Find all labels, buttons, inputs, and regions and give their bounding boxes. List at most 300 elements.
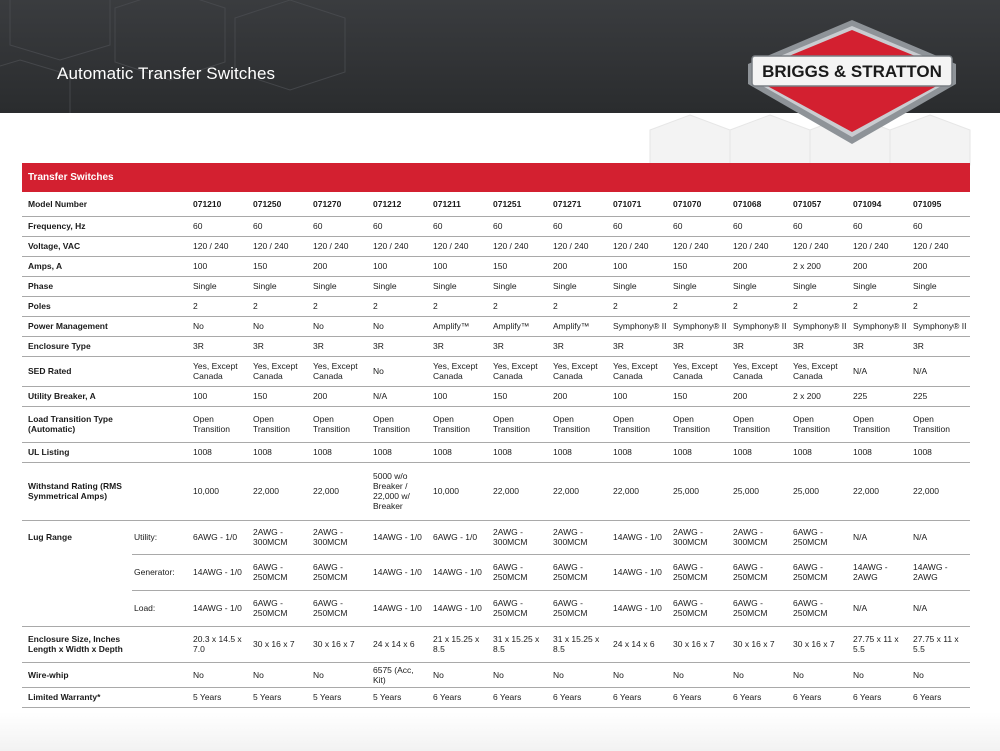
row-sublabel: [132, 626, 190, 662]
table-cell: 30 x 16 x 7: [250, 626, 310, 662]
table-cell: 1008: [610, 442, 670, 462]
table-cell: 200: [550, 386, 610, 406]
table-cell: No: [910, 662, 970, 687]
table-cell: 14AWG - 1/0: [190, 590, 250, 626]
table-cell: 071212: [370, 192, 430, 216]
table-row: [22, 442, 970, 462]
table-cell: 1008: [430, 442, 490, 462]
table-cell: 6 Years: [430, 687, 490, 707]
table-cell: 3R: [190, 336, 250, 356]
table-cell: 2: [730, 296, 790, 316]
table-cell: Amplify™: [550, 316, 610, 336]
table-cell: 2 x 200: [790, 256, 850, 276]
table-cell: 2: [790, 296, 850, 316]
table-cell: 30 x 16 x 7: [730, 626, 790, 662]
row-label: Limited Warranty*: [22, 687, 132, 707]
table-cell: 120 / 240: [370, 236, 430, 256]
table-cell: Open Transition: [370, 406, 430, 442]
table-cell: 3R: [670, 336, 730, 356]
table-cell: 200: [850, 256, 910, 276]
table-cell: 3R: [850, 336, 910, 356]
table-cell: 10,000: [430, 462, 490, 520]
table-cell: 31 x 15.25 x 8.5: [490, 626, 550, 662]
table-cell: 120 / 240: [730, 236, 790, 256]
table-cell: 1008: [550, 442, 610, 462]
table-cell: 24 x 14 x 6: [370, 626, 430, 662]
table-cell: 150: [670, 256, 730, 276]
table-cell: 3R: [550, 336, 610, 356]
table-cell: 2: [550, 296, 610, 316]
table-cell: 071251: [490, 192, 550, 216]
table-cell: 27.75 x 11 x 5.5: [910, 626, 970, 662]
table-cell: 60: [190, 216, 250, 236]
table-cell: 6AWG - 250MCM: [790, 554, 850, 590]
row-sublabel: Generator:: [132, 554, 190, 590]
table-cell: 10,000: [190, 462, 250, 520]
row-sublabel: [132, 662, 190, 687]
table-cell: 071271: [550, 192, 610, 216]
table-cell: 20.3 x 14.5 x 7.0: [190, 626, 250, 662]
table-cell: 6 Years: [790, 687, 850, 707]
table-cell: 21 x 15.25 x 8.5: [430, 626, 490, 662]
table-cell: No: [310, 316, 370, 336]
table-cell: 2AWG - 300MCM: [490, 520, 550, 554]
table-cell: 60: [250, 216, 310, 236]
table-cell: 25,000: [790, 462, 850, 520]
table-cell: No: [370, 316, 430, 336]
table-cell: 22,000: [490, 462, 550, 520]
table-cell: N/A: [910, 590, 970, 626]
table-cell: Single: [730, 276, 790, 296]
row-sublabel: [132, 687, 190, 707]
table-cell: 3R: [430, 336, 490, 356]
row-label: Frequency, Hz: [22, 216, 132, 236]
table-row: [22, 462, 970, 520]
table-cell: Open Transition: [910, 406, 970, 442]
table-cell: 071068: [730, 192, 790, 216]
table-cell: 60: [370, 216, 430, 236]
table-cell: 22,000: [250, 462, 310, 520]
table-cell: 14AWG - 1/0: [610, 554, 670, 590]
table-cell: 100: [370, 256, 430, 276]
table-cell: 60: [730, 216, 790, 236]
row-label: Withstand Rating (RMS Symmetrical Amps): [22, 462, 132, 520]
table-cell: 2: [490, 296, 550, 316]
table-cell: Symphony® II: [850, 316, 910, 336]
table-cell: 3R: [310, 336, 370, 356]
table-row: [22, 192, 970, 216]
table-cell: 1008: [670, 442, 730, 462]
table-cell: 2AWG - 300MCM: [250, 520, 310, 554]
table-cell: Symphony® II: [670, 316, 730, 336]
table-cell: 6AWG - 250MCM: [790, 590, 850, 626]
table-cell: Single: [250, 276, 310, 296]
table-row: [22, 520, 970, 554]
table-cell: 6AWG - 250MCM: [790, 520, 850, 554]
table-cell: Open Transition: [850, 406, 910, 442]
table-cell: Yes, Except Canada: [610, 356, 670, 386]
table-row: [22, 554, 970, 590]
table-cell: 6AWG - 250MCM: [250, 554, 310, 590]
table-cell: 14AWG - 1/0: [610, 520, 670, 554]
table-cell: 6 Years: [550, 687, 610, 707]
table-cell: N/A: [850, 590, 910, 626]
row-label: SED Rated: [22, 356, 132, 386]
table-cell: 150: [670, 386, 730, 406]
table-cell: 14AWG - 1/0: [610, 590, 670, 626]
row-label: UL Listing: [22, 442, 132, 462]
table-cell: Symphony® II: [910, 316, 970, 336]
table-cell: 2: [190, 296, 250, 316]
section-title: Transfer Switches: [22, 163, 970, 192]
table-cell: 120 / 240: [670, 236, 730, 256]
table-cell: 25,000: [730, 462, 790, 520]
table-cell: 27.75 x 11 x 5.5: [850, 626, 910, 662]
table-cell: No: [670, 662, 730, 687]
table-cell: Single: [670, 276, 730, 296]
table-cell: 22,000: [910, 462, 970, 520]
table-row: [22, 236, 970, 256]
table-cell: 2: [670, 296, 730, 316]
table-cell: 1008: [250, 442, 310, 462]
table-cell: 2AWG - 300MCM: [730, 520, 790, 554]
table-cell: No: [370, 356, 430, 386]
table-cell: 120 / 240: [790, 236, 850, 256]
table-cell: 2: [910, 296, 970, 316]
table-cell: 3R: [490, 336, 550, 356]
table-cell: N/A: [850, 356, 910, 386]
table-cell: Yes, Except Canada: [550, 356, 610, 386]
table-cell: 60: [490, 216, 550, 236]
table-cell: 1008: [790, 442, 850, 462]
table-cell: 22,000: [310, 462, 370, 520]
table-row: [22, 256, 970, 276]
table-cell: 30 x 16 x 7: [790, 626, 850, 662]
table-cell: 60: [610, 216, 670, 236]
table-cell: Open Transition: [790, 406, 850, 442]
table-cell: 071250: [250, 192, 310, 216]
table-cell: N/A: [370, 386, 430, 406]
table-cell: 6 Years: [730, 687, 790, 707]
row-sublabel: [132, 276, 190, 296]
table-row: [22, 386, 970, 406]
row-sublabel: Utility:: [132, 520, 190, 554]
table-cell: 071211: [430, 192, 490, 216]
footer-shade: [0, 712, 1000, 751]
row-sublabel: [132, 442, 190, 462]
table-cell: 1008: [490, 442, 550, 462]
table-cell: N/A: [910, 520, 970, 554]
row-sublabel: [132, 406, 190, 442]
table-row: [22, 316, 970, 336]
table-cell: 60: [430, 216, 490, 236]
row-sublabel: [132, 386, 190, 406]
table-cell: 14AWG - 1/0: [370, 520, 430, 554]
table-cell: 6AWG - 250MCM: [250, 590, 310, 626]
table-cell: Yes, Except Canada: [730, 356, 790, 386]
table-row: [22, 590, 970, 626]
table-cell: Symphony® II: [610, 316, 670, 336]
table-cell: Symphony® II: [730, 316, 790, 336]
table-cell: 120 / 240: [190, 236, 250, 256]
table-cell: 6AWG - 250MCM: [730, 590, 790, 626]
row-label: Enclosure Type: [22, 336, 132, 356]
table-cell: 6AWG - 250MCM: [730, 554, 790, 590]
table-cell: 100: [190, 256, 250, 276]
table-cell: 31 x 15.25 x 8.5: [550, 626, 610, 662]
table-cell: 3R: [370, 336, 430, 356]
table-cell: 14AWG - 1/0: [430, 590, 490, 626]
table-cell: 22,000: [610, 462, 670, 520]
row-sublabel: [132, 192, 190, 216]
table-cell: 6AWG - 1/0: [190, 520, 250, 554]
table-cell: 120 / 240: [490, 236, 550, 256]
table-cell: Open Transition: [610, 406, 670, 442]
spec-table: [22, 192, 970, 708]
table-cell: Single: [610, 276, 670, 296]
table-cell: 100: [610, 256, 670, 276]
table-cell: Single: [310, 276, 370, 296]
table-cell: 200: [730, 256, 790, 276]
row-label: Voltage, VAC: [22, 236, 132, 256]
table-cell: 1008: [730, 442, 790, 462]
table-cell: 120 / 240: [850, 236, 910, 256]
table-cell: 14AWG - 1/0: [370, 554, 430, 590]
row-sublabel: [132, 216, 190, 236]
table-cell: Yes, Except Canada: [310, 356, 370, 386]
table-cell: Open Transition: [310, 406, 370, 442]
row-label: Lug Range: [28, 532, 72, 543]
table-cell: Symphony® II: [790, 316, 850, 336]
row-sublabel: Load:: [132, 590, 190, 626]
table-cell: 24 x 14 x 6: [610, 626, 670, 662]
table-row: [22, 296, 970, 316]
table-row: [22, 406, 970, 442]
row-label: Enclosure Size, Inches Length x Width x Depth: [22, 626, 132, 662]
table-cell: 30 x 16 x 7: [670, 626, 730, 662]
table-cell: 120 / 240: [610, 236, 670, 256]
table-cell: 6 Years: [910, 687, 970, 707]
table-cell: 225: [910, 386, 970, 406]
row-label: Power Management: [22, 316, 132, 336]
row-label: [22, 590, 132, 626]
table-row: [22, 626, 970, 662]
table-cell: 60: [670, 216, 730, 236]
table-cell: 14AWG - 1/0: [370, 590, 430, 626]
table-row: [22, 276, 970, 296]
table-cell: 14AWG - 1/0: [190, 554, 250, 590]
table-cell: 2: [850, 296, 910, 316]
table-cell: 6 Years: [490, 687, 550, 707]
row-label: Poles: [22, 296, 132, 316]
table-cell: Single: [850, 276, 910, 296]
table-cell: 5 Years: [370, 687, 430, 707]
table-cell: 6 Years: [670, 687, 730, 707]
table-cell: 150: [250, 256, 310, 276]
table-row: [22, 216, 970, 236]
table-cell: 100: [430, 386, 490, 406]
transfer-switch-table: [22, 163, 970, 708]
table-cell: 14AWG - 2AWG: [910, 554, 970, 590]
table-cell: Open Transition: [190, 406, 250, 442]
table-cell: No: [550, 662, 610, 687]
table-cell: 1008: [850, 442, 910, 462]
table-cell: 2: [370, 296, 430, 316]
table-cell: Yes, Except Canada: [490, 356, 550, 386]
table-cell: 3R: [250, 336, 310, 356]
table-cell: Single: [190, 276, 250, 296]
row-label: Load Transition Type (Automatic): [22, 406, 132, 442]
table-cell: 5 Years: [310, 687, 370, 707]
table-cell: 200: [910, 256, 970, 276]
table-cell: 2: [310, 296, 370, 316]
table-cell: 120 / 240: [910, 236, 970, 256]
table-cell: Amplify™: [430, 316, 490, 336]
table-cell: 30 x 16 x 7: [310, 626, 370, 662]
table-cell: N/A: [850, 520, 910, 554]
table-cell: 120 / 240: [550, 236, 610, 256]
row-sublabel: [132, 336, 190, 356]
table-cell: 6AWG - 1/0: [430, 520, 490, 554]
table-cell: 60: [850, 216, 910, 236]
table-cell: No: [490, 662, 550, 687]
table-cell: 3R: [790, 336, 850, 356]
table-cell: 071057: [790, 192, 850, 216]
table-cell: 14AWG - 2AWG: [850, 554, 910, 590]
table-cell: Amplify™: [490, 316, 550, 336]
table-cell: 2AWG - 300MCM: [310, 520, 370, 554]
table-cell: 5 Years: [190, 687, 250, 707]
table-cell: Open Transition: [490, 406, 550, 442]
table-cell: 5 Years: [250, 687, 310, 707]
table-cell: 6AWG - 250MCM: [490, 590, 550, 626]
table-row: [22, 662, 970, 687]
table-cell: 1008: [310, 442, 370, 462]
logo-text: BRIGGS & STRATTON: [762, 62, 942, 81]
row-label: Amps, A: [22, 256, 132, 276]
table-cell: 071210: [190, 192, 250, 216]
table-cell: 6AWG - 250MCM: [310, 554, 370, 590]
table-cell: 6 Years: [610, 687, 670, 707]
row-sublabel: [132, 356, 190, 386]
table-cell: 6AWG - 250MCM: [490, 554, 550, 590]
row-label: Utility Breaker, A: [22, 386, 132, 406]
table-row: [22, 336, 970, 356]
table-cell: 3R: [730, 336, 790, 356]
table-cell: 200: [550, 256, 610, 276]
table-cell: Open Transition: [430, 406, 490, 442]
page-title: Automatic Transfer Switches: [57, 64, 276, 83]
table-cell: 100: [430, 256, 490, 276]
table-cell: 2AWG - 300MCM: [670, 520, 730, 554]
table-cell: No: [190, 316, 250, 336]
table-cell: 150: [490, 386, 550, 406]
table-cell: No: [190, 662, 250, 687]
row-sublabel: [132, 236, 190, 256]
table-cell: No: [430, 662, 490, 687]
table-cell: 071095: [910, 192, 970, 216]
row-sublabel: [132, 296, 190, 316]
table-cell: 120 / 240: [430, 236, 490, 256]
table-row: [22, 356, 970, 386]
table-cell: 071270: [310, 192, 370, 216]
table-cell: 60: [550, 216, 610, 236]
table-cell: No: [250, 662, 310, 687]
table-cell: No: [730, 662, 790, 687]
table-cell: Single: [430, 276, 490, 296]
table-cell: Yes, Except Canada: [190, 356, 250, 386]
table-cell: 150: [250, 386, 310, 406]
table-cell: 071071: [610, 192, 670, 216]
table-cell: 225: [850, 386, 910, 406]
table-cell: 1008: [370, 442, 430, 462]
table-cell: 6AWG - 250MCM: [670, 554, 730, 590]
table-cell: 071070: [670, 192, 730, 216]
row-label: Model Number: [22, 192, 132, 216]
table-cell: 120 / 240: [250, 236, 310, 256]
table-cell: 2: [610, 296, 670, 316]
table-cell: 2AWG - 300MCM: [550, 520, 610, 554]
row-sublabel: [132, 462, 190, 520]
table-cell: Single: [910, 276, 970, 296]
row-sublabel: [132, 256, 190, 276]
table-cell: 100: [190, 386, 250, 406]
table-cell: 6AWG - 250MCM: [670, 590, 730, 626]
table-cell: 60: [790, 216, 850, 236]
table-cell: No: [790, 662, 850, 687]
table-cell: 6AWG - 250MCM: [550, 554, 610, 590]
table-cell: Open Transition: [550, 406, 610, 442]
table-cell: Yes, Except Canada: [430, 356, 490, 386]
table-cell: 6 Years: [850, 687, 910, 707]
table-cell: Single: [790, 276, 850, 296]
table-cell: 2 x 200: [790, 386, 850, 406]
table-cell: 5000 w/o Breaker / 22,000 w/ Breaker: [370, 462, 430, 520]
row-label: Wire-whip: [22, 662, 132, 687]
table-cell: 6AWG - 250MCM: [310, 590, 370, 626]
table-cell: Yes, Except Canada: [790, 356, 850, 386]
table-cell: 22,000: [850, 462, 910, 520]
table-cell: 1008: [910, 442, 970, 462]
table-cell: 200: [730, 386, 790, 406]
table-cell: No: [610, 662, 670, 687]
table-cell: Yes, Except Canada: [670, 356, 730, 386]
table-cell: 60: [310, 216, 370, 236]
table-cell: Open Transition: [250, 406, 310, 442]
table-cell: Single: [370, 276, 430, 296]
table-cell: Single: [490, 276, 550, 296]
table-cell: 60: [910, 216, 970, 236]
table-row: [22, 687, 970, 707]
row-label: [22, 554, 132, 590]
table-cell: 071094: [850, 192, 910, 216]
briggs-stratton-logo: [744, 18, 960, 146]
table-cell: Yes, Except Canada: [250, 356, 310, 386]
table-cell: Open Transition: [670, 406, 730, 442]
table-cell: 3R: [910, 336, 970, 356]
table-cell: 6AWG - 250MCM: [550, 590, 610, 626]
table-cell: 2: [430, 296, 490, 316]
table-cell: 120 / 240: [310, 236, 370, 256]
table-cell: 2: [250, 296, 310, 316]
table-cell: 22,000: [550, 462, 610, 520]
table-cell: No: [850, 662, 910, 687]
table-cell: 25,000: [670, 462, 730, 520]
table-cell: 150: [490, 256, 550, 276]
table-cell: 1008: [190, 442, 250, 462]
table-cell: 200: [310, 256, 370, 276]
table-cell: Open Transition: [730, 406, 790, 442]
